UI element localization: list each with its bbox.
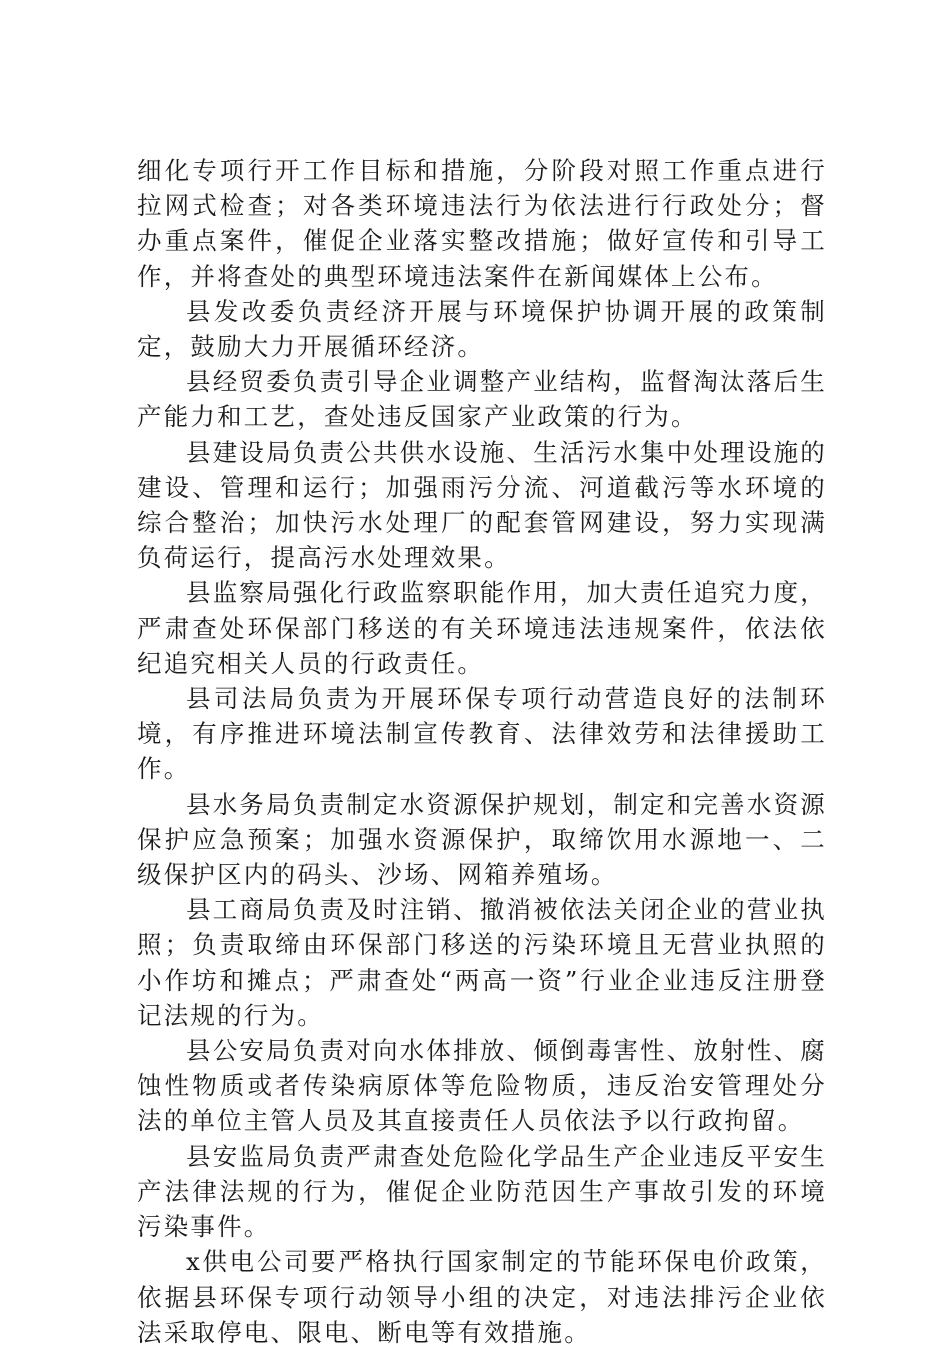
paragraph-water-affairs-bureau: 县水务局负责制定水资源保护规划，制定和完善水资源保护应急预案；加强水资源保护，取缔饮用水源地一、二级保护区内的码头、沙场、网箱养殖场。 <box>137 789 827 890</box>
paragraph-industry-commerce-bureau: 县工商局负责及时注销、撤消被依法关闭企业的营业执照；负责取缔由环保部门移送的污染环境且无营业执照的小作坊和摊点；严肃查处“两高一资”行业企业违反注册登记法规的行为。 <box>137 895 827 1030</box>
paragraph-economic-trade-commission: 县经贸委负责引导企业调整产业结构，监督淘汰落后生产能力和工艺，查处违反国家产业政策的行为。 <box>137 367 827 432</box>
paragraph-justice-bureau: 县司法局负责为开展环保专项行动营造良好的法制环境，有序推进环境法制宣传教育、法律效劳和法律援助工作。 <box>137 684 827 784</box>
document-body <box>137 153 827 1350</box>
paragraph-power-supply-company: x供电公司要严格执行国家制定的节能环保电价政策，依据县环保专项行动领导小组的决定，对违法排污企业依法采取停电、限电、断电等有效措施。 <box>137 1247 827 1347</box>
paragraph-public-security-bureau: 县公安局负责对向水体排放、倾倒毒害性、放射性、腐蚀性物质或者传染病原体等危险物质，违反治安管理处分法的单位主管人员及其直接责任人员依法予以行政拘留。 <box>137 1036 827 1136</box>
paragraph-continuation: 细化专项行开工作目标和措施，分阶段对照工作重点进行拉网式检查；对各类环境违法行为依法进行行政处分；督办重点案件，催促企业落实整改措施；做好宣传和引导工作，并将查处的典型环境违法案件在新闻媒体上公布。 <box>137 156 827 291</box>
paragraph-construction-bureau: 县建设局负责公共供水设施、生活污水集中处理设施的建设、管理和运行；加强雨污分流、河道截污等水环境的综合整治；加快污水处理厂的配套管网建设，努力实现满负荷运行，提高污水处理效果。 <box>137 437 827 573</box>
paragraph-development-reform-commission: 县发改委负责经济开展与环境保护协调开展的政策制定，鼓励大力开展循环经济。 <box>137 296 827 362</box>
paragraph-safety-supervision-bureau: 县安监局负责严肃查处危险化学品生产企业违反平安生产法律法规的行为，催促企业防范因生产事故引发的环境污染事件。 <box>137 1141 827 1242</box>
paragraph-supervision-bureau: 县监察局强化行政监察职能作用，加大责任追究力度，严肃查处环保部门移送的有关环境违法违规案件，依法依纪追究相关人员的行政责任。 <box>137 578 827 678</box>
